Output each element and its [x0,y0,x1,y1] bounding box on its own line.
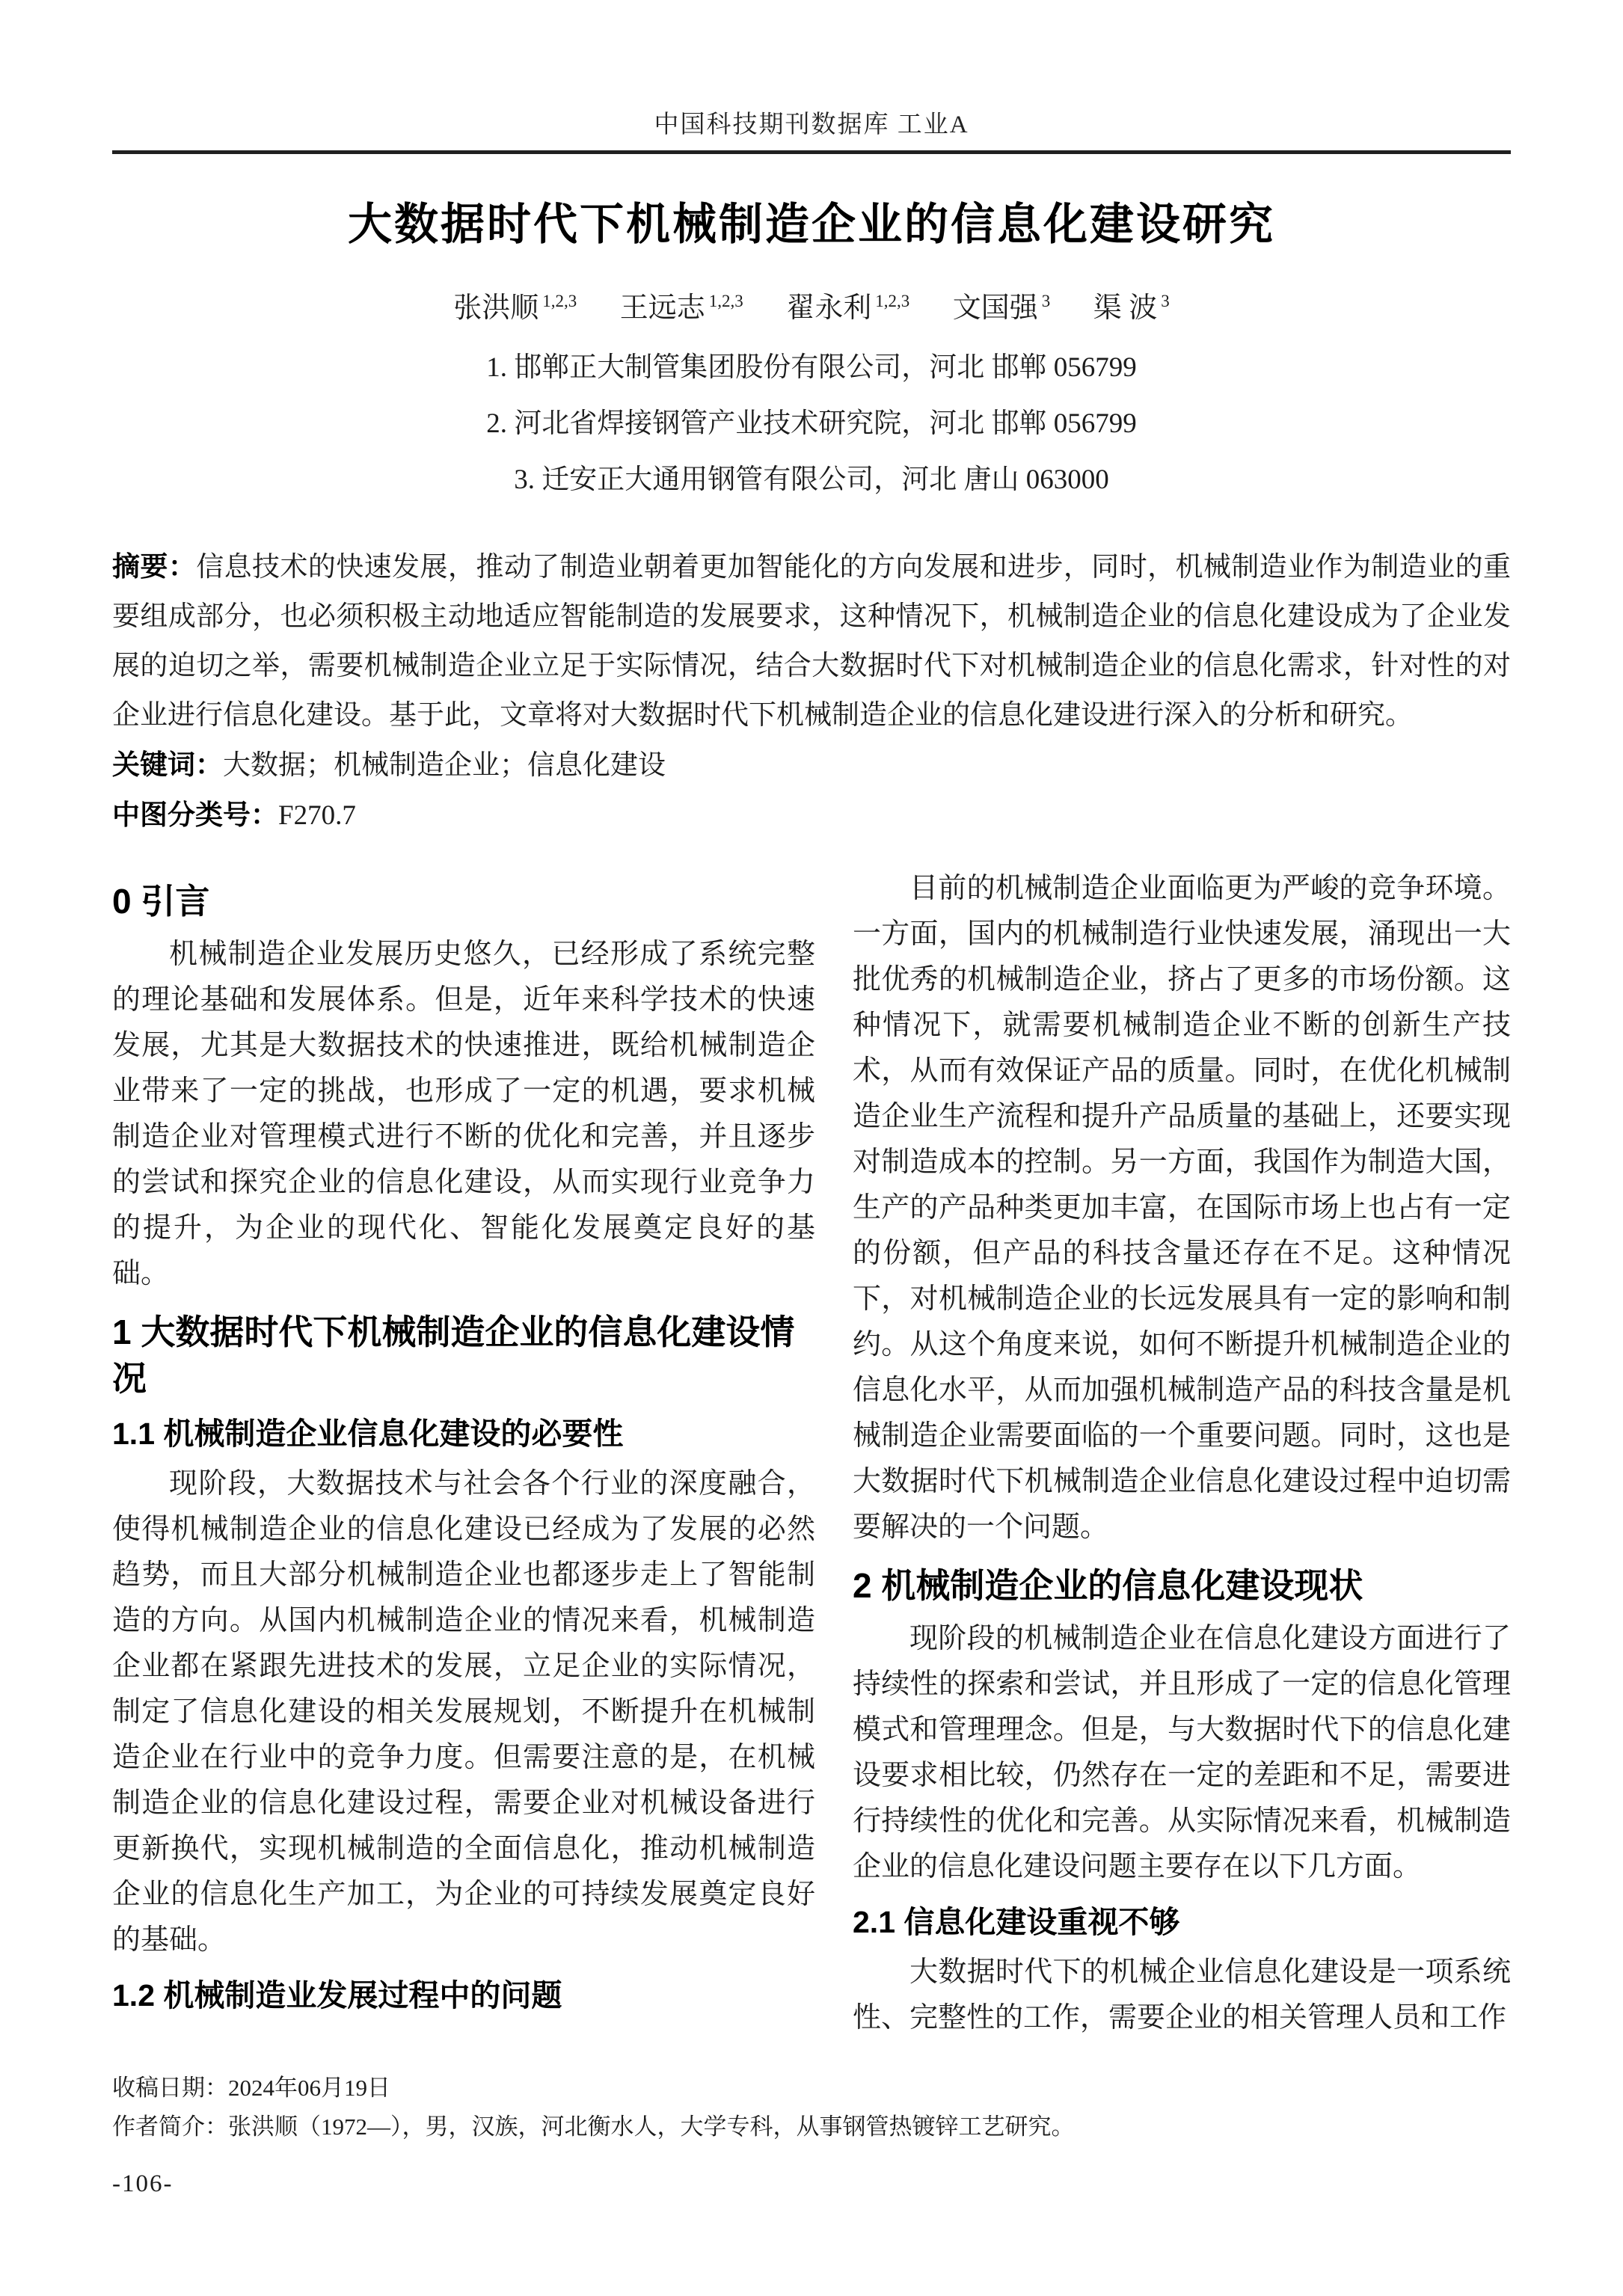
author [1093,292,1170,324]
author-name: 翟永利 [786,292,872,324]
affiliation-list [112,340,1511,508]
section-heading-2: 2 机械制造企业的信息化建设现状 [853,1566,1363,1605]
subsection-2-1: 2.1 信息化建设重视不够 [853,1905,1180,1939]
subsection-1-2: 1.2 机械制造业发展过程中的问题 [112,1978,562,2013]
clc-label: 中图分类号： [112,799,278,830]
affiliation-line: 2. 河北省焊接钢管产业技术研究院，河北 邯郸 056799 [486,408,1137,439]
received-date: 2024年06月19日 [228,2075,390,2101]
clc-line [112,791,1511,841]
keywords-text: 大数据；机械制造企业；信息化建设 [223,750,666,781]
abstract-text: 信息技术的快速发展，推动了制造业朝着更加智能化的方向发展和进步，同时，机械制造业作为制造业的重要组成部分，也必须积极主动地适应智能制造的发展要求，这种情况下，机械制造企业的信息化建设成为了企业发展的迫切之举，需要机械制造企业立足于实际情况，结合大数据时代下对机械制造企业的信息化需求，针对性的对企业进行信息化建设。基于此，文章将对大数据时代下机械制造企业的信息化建设进行深入的分析和研究。 [112,552,1512,731]
page-header [112,108,1511,154]
left-column [112,866,815,2041]
affiliation-line: 1. 邯郸正大制管集团股份有限公司，河北 邯郸 056799 [486,352,1137,383]
received-date-line [112,2069,1511,2108]
author-name: 渠 波 [1093,292,1158,324]
keywords-line [112,740,1511,791]
author [786,292,909,324]
subsection-1-1: 1.1 机械制造企业信息化建设的必要性 [112,1416,624,1451]
author-superscript: 1,2,3 [875,292,910,311]
paragraph: 现阶段，大数据技术与社会各个行业的深度融合，使得机械制造企业的信息化建设已经成为了发展的必然趋势，而且大部分机械制造企业也都逐步走上了智能制造的方向。从国内机械制造企业的情况来看，机械制造企业都在紧跟先进技术的发展，立足企业的实际情况，制定了信息化建设的相关发展规划，不断提升在机械制造企业在行业中的竞争力度。但需要注意的是，在机械制造企业的信息化建设过程，需要企业对机械设备进行更新换代，实现机械制造的全面信息化，推动机械制造企业的信息化生产加工，为企业的可持续发展奠定良好的基础。 [112,1468,815,1956]
page-footnote [112,2069,1511,2203]
paragraph: 大数据时代下的机械企业信息化建设是一项系统性、完整性的工作，需要企业的相关管理人员和工作 [853,1956,1511,2033]
author-name: 王远志 [619,292,705,324]
author [453,292,577,324]
section-heading-1: 1 大数据时代下机械制造企业的信息化建设情况 [112,1313,795,1398]
author-name: 文国强 [952,292,1038,324]
clc-value: F270.7 [278,800,356,831]
affiliation-line: 3. 迁安正大通用钢管有限公司，河北 唐山 063000 [514,464,1109,495]
abstract-label: 摘要： [112,551,197,582]
page-number: -106- [112,2170,174,2197]
author-superscript: 3 [1161,292,1170,311]
header-rule [112,150,1511,154]
bio-text: 张洪顺（1972—），男，汉族，河北衡水人，大学专科，从事钢管热镀锌工艺研究。 [228,2114,1075,2140]
received-label: 收稿日期： [112,2075,228,2101]
author-bio-line [112,2108,1511,2146]
author [953,292,1051,324]
author [620,292,743,324]
paragraph: 现阶段的机械制造企业在信息化建设方面进行了持续性的探索和尝试，并且形成了一定的信息化管理模式和管理理念。但是，与大数据时代下的信息化建设要求相比较，仍然存在一定的差距和不足，需要进行持续性的优化和完善。从实际情况来看，机械制造企业的信息化建设问题主要存在以下几方面。 [853,1623,1511,1882]
author-name: 张洪顺 [453,292,539,324]
author-superscript: 3 [1041,292,1051,311]
right-column [853,866,1511,2041]
author-list [112,287,1511,329]
author-superscript: 1,2,3 [542,292,577,311]
bio-label: 作者简介： [112,2114,228,2140]
section-heading-0: 0 引言 [112,882,210,921]
author-superscript: 1,2,3 [708,292,743,311]
article-title: 大数据时代下机械制造企业的信息化建设研究 [347,200,1275,249]
body-columns [112,866,1511,2041]
journal-header: 中国科技期刊数据库 工业A [654,111,969,138]
paragraph: 目前的机械制造企业面临更为严峻的竞争环境。一方面，国内的机械制造行业快速发展，涌现出一大批优秀的机械制造企业，挤占了更多的市场份额。这种情况下，就需要机械制造企业不断的创新生产技术，从而有效保证产品的质量。同时，在优化机械制造企业生产流程和提升产品质量的基础上，还要实现对制造成本的控制。另一方面，我国作为制造大国，生产的产品种类更加丰富，在国际市场上也占有一定的份额，但产品的科技含量还存在不足。这种情况下，对机械制造企业的长远发展具有一定的影响和制约。从这个角度来说，如何不断提升机械制造企业的信息化水平，从而加强机械制造产品的科技含量是机械制造企业需要面临的一个重要问题。同时，这也是大数据时代下机械制造企业信息化建设过程中迫切需要解决的一个问题。 [853,873,1511,1543]
abstract [112,542,1511,740]
keywords-label: 关键词： [112,749,223,780]
paragraph: 机械制造企业发展历史悠久，已经形成了系统完整的理论基础和发展体系。但是，近年来科学技术的快速发展，尤其是大数据技术的快速推进，既给机械制造企业带来了一定的挑战，也形成了一定的机遇，要求机械制造企业对管理模式进行不断的优化和完善，并且逐步的尝试和探究企业的信息化建设，从而实现行业竞争力的提升，为企业的现代化、智能化发展奠定良好的基础。 [112,939,815,1289]
